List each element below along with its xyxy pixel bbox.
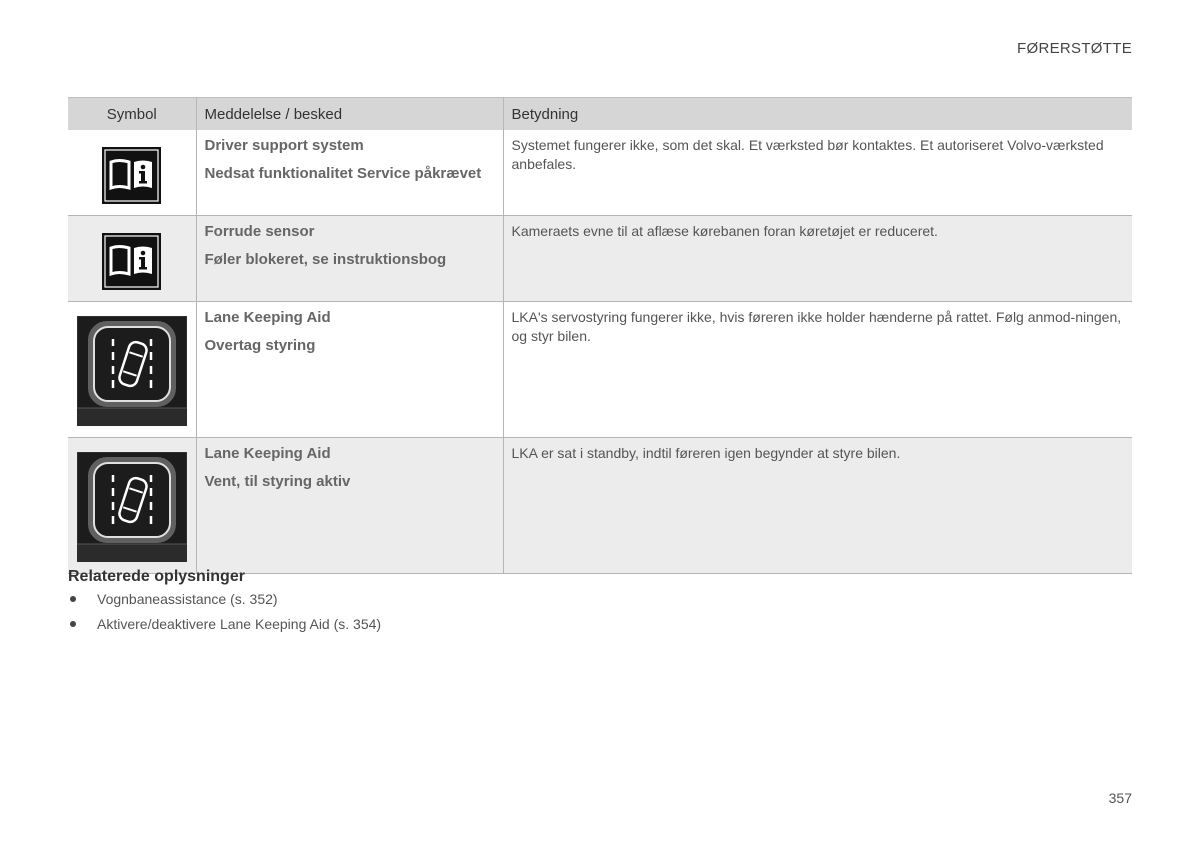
table-row bbox=[68, 438, 1132, 574]
related-link-label: Vognbaneassistance (s. 352) bbox=[97, 591, 278, 607]
table-row bbox=[68, 302, 1132, 438]
meaning-text: Systemet fungerer ikke, som det skal. Et værksted bør kontaktes. Et autoriseret Volvo-værksted anbefales. bbox=[511, 137, 1104, 172]
section-header: FØRERSTØTTE bbox=[1017, 40, 1132, 57]
manual-info-icon bbox=[102, 147, 161, 204]
message-subtitle: Føler blokeret, se instruktionsbog bbox=[204, 251, 447, 268]
meaning-cell bbox=[503, 216, 1132, 302]
meaning-cell bbox=[503, 438, 1132, 574]
symbol-cell bbox=[68, 130, 196, 216]
symbol-cell bbox=[68, 438, 196, 574]
manual-info-icon bbox=[102, 233, 161, 290]
message-cell bbox=[196, 216, 503, 302]
meaning-text: LKA er sat i standby, indtil føreren igen begynder at styre bilen. bbox=[511, 445, 901, 461]
symbol-table bbox=[68, 97, 1132, 574]
message-cell bbox=[196, 438, 503, 574]
table-row bbox=[68, 130, 1132, 216]
meaning-cell bbox=[503, 302, 1132, 438]
page-number: 357 bbox=[1108, 790, 1132, 806]
bullet-icon bbox=[70, 621, 76, 627]
column-header-message: Meddelelse / besked bbox=[196, 98, 503, 131]
message-subtitle: Vent, til styring aktiv bbox=[204, 473, 351, 490]
related-list bbox=[68, 589, 388, 634]
message-cell bbox=[196, 130, 503, 216]
message-title: Lane Keeping Aid bbox=[204, 309, 331, 326]
message-title: Lane Keeping Aid bbox=[204, 445, 331, 462]
meaning-text: Kameraets evne til at aflæse kørebanen foran køretøjet er reduceret. bbox=[511, 223, 938, 239]
table-row bbox=[68, 216, 1132, 302]
message-title: Driver support system bbox=[204, 137, 364, 154]
lane-keeping-aid-icon bbox=[77, 452, 187, 562]
related-link-label: Aktivere/deaktivere Lane Keeping Aid (s. 354) bbox=[97, 616, 382, 632]
related-information bbox=[68, 568, 388, 639]
symbol-cell bbox=[68, 216, 196, 302]
message-title: Forrude sensor bbox=[204, 223, 315, 240]
column-header-meaning: Betydning bbox=[503, 98, 1132, 131]
message-cell bbox=[196, 302, 503, 438]
symbol-cell bbox=[68, 302, 196, 438]
column-header-symbol: Symbol bbox=[68, 98, 196, 131]
lane-keeping-aid-icon bbox=[77, 316, 187, 426]
message-subtitle: Nedsat funktionalitet Service påkrævet bbox=[204, 165, 482, 182]
table-header-row bbox=[68, 98, 1132, 131]
related-link-lane-assist[interactable] bbox=[68, 589, 388, 609]
related-link-activate-lka[interactable] bbox=[68, 614, 388, 634]
bullet-icon bbox=[70, 596, 76, 602]
message-subtitle: Overtag styring bbox=[204, 337, 316, 354]
meaning-text: LKA's servostyring fungerer ikke, hvis føreren ikke holder hænderne på rattet. Følg anmod-ningen, og styr bilen. bbox=[511, 309, 1122, 344]
meaning-cell bbox=[503, 130, 1132, 216]
related-heading: Relaterede oplysninger bbox=[68, 568, 245, 585]
